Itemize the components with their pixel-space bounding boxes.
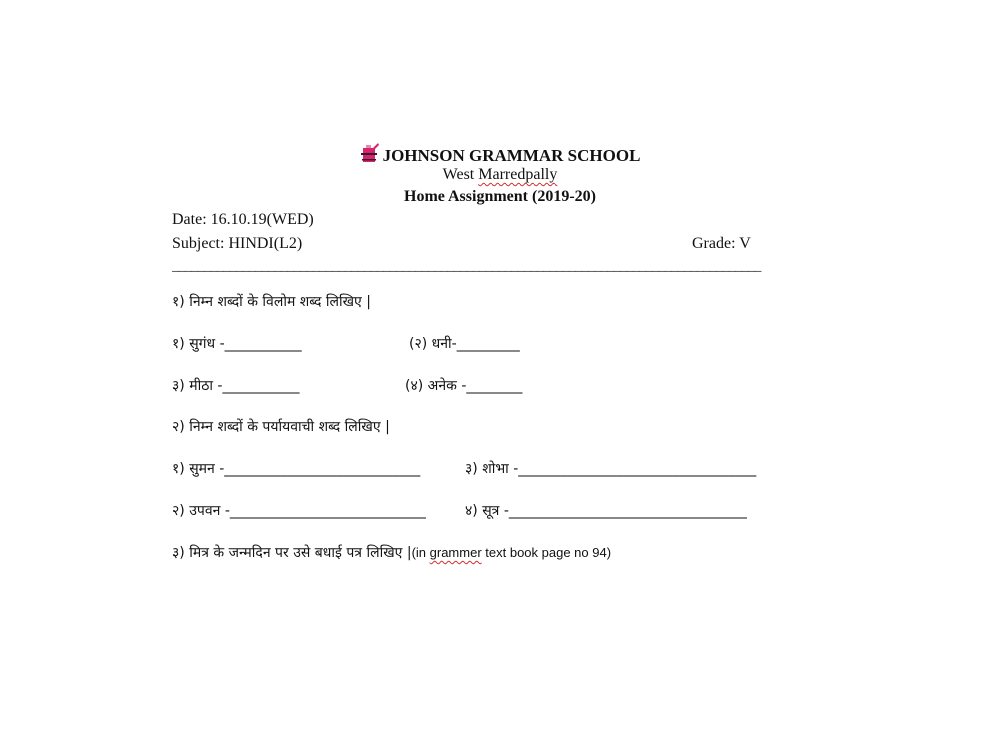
- note-rest: text book page no 94): [481, 545, 612, 560]
- subject-label: Subject: HINDI(L2): [172, 235, 303, 252]
- school-name-text: JOHNSON GRAMMAR SCHOOL: [382, 146, 641, 165]
- question-3-title: ३) मित्र के जन्मदिन पर उसे बधाई पत्र लिखिए |: [172, 545, 412, 561]
- question-2-item-1: १) सुमन -____________________________: [172, 461, 421, 477]
- school-location: [0, 166, 1000, 184]
- question-1-item-1: १) सुगंध -___________: [172, 336, 302, 352]
- question-2-item-3: ३) शोभा -__________________________________: [465, 461, 757, 477]
- note-misspelled: grammer: [429, 545, 482, 560]
- date-label: Date: 16.10.19(WED): [172, 211, 314, 228]
- question-2-title: २) निम्न शब्दों के पर्यायवाची शब्द लिखिए |: [172, 419, 390, 435]
- question-2-item-2: २) उपवन -____________________________: [172, 503, 426, 519]
- question-1-item-3: ३) मीठा -___________: [172, 378, 300, 394]
- grade-label: Grade: V: [692, 235, 751, 252]
- school-name: [0, 142, 1000, 169]
- location-name: Marredpally: [478, 166, 558, 183]
- question-1-item-2: (२) धनी-_________: [409, 336, 520, 352]
- question-3-note: [412, 545, 611, 560]
- question-3: [172, 542, 611, 562]
- assignment-title: Home Assignment (2019-20): [404, 188, 596, 205]
- question-1-item-4: (४) अनेक -________: [405, 378, 523, 394]
- question-1-title: १) निम्न शब्दों के विलोम शब्द लिखिए |: [172, 294, 371, 310]
- location-prefix: West: [442, 166, 479, 183]
- school-logo-icon: [360, 142, 380, 169]
- separator-rule: ____________________________________________________________________________________________: [172, 259, 761, 274]
- note-open: (in: [411, 545, 430, 560]
- question-2-item-4: ४) सूत्र -__________________________________: [465, 503, 747, 519]
